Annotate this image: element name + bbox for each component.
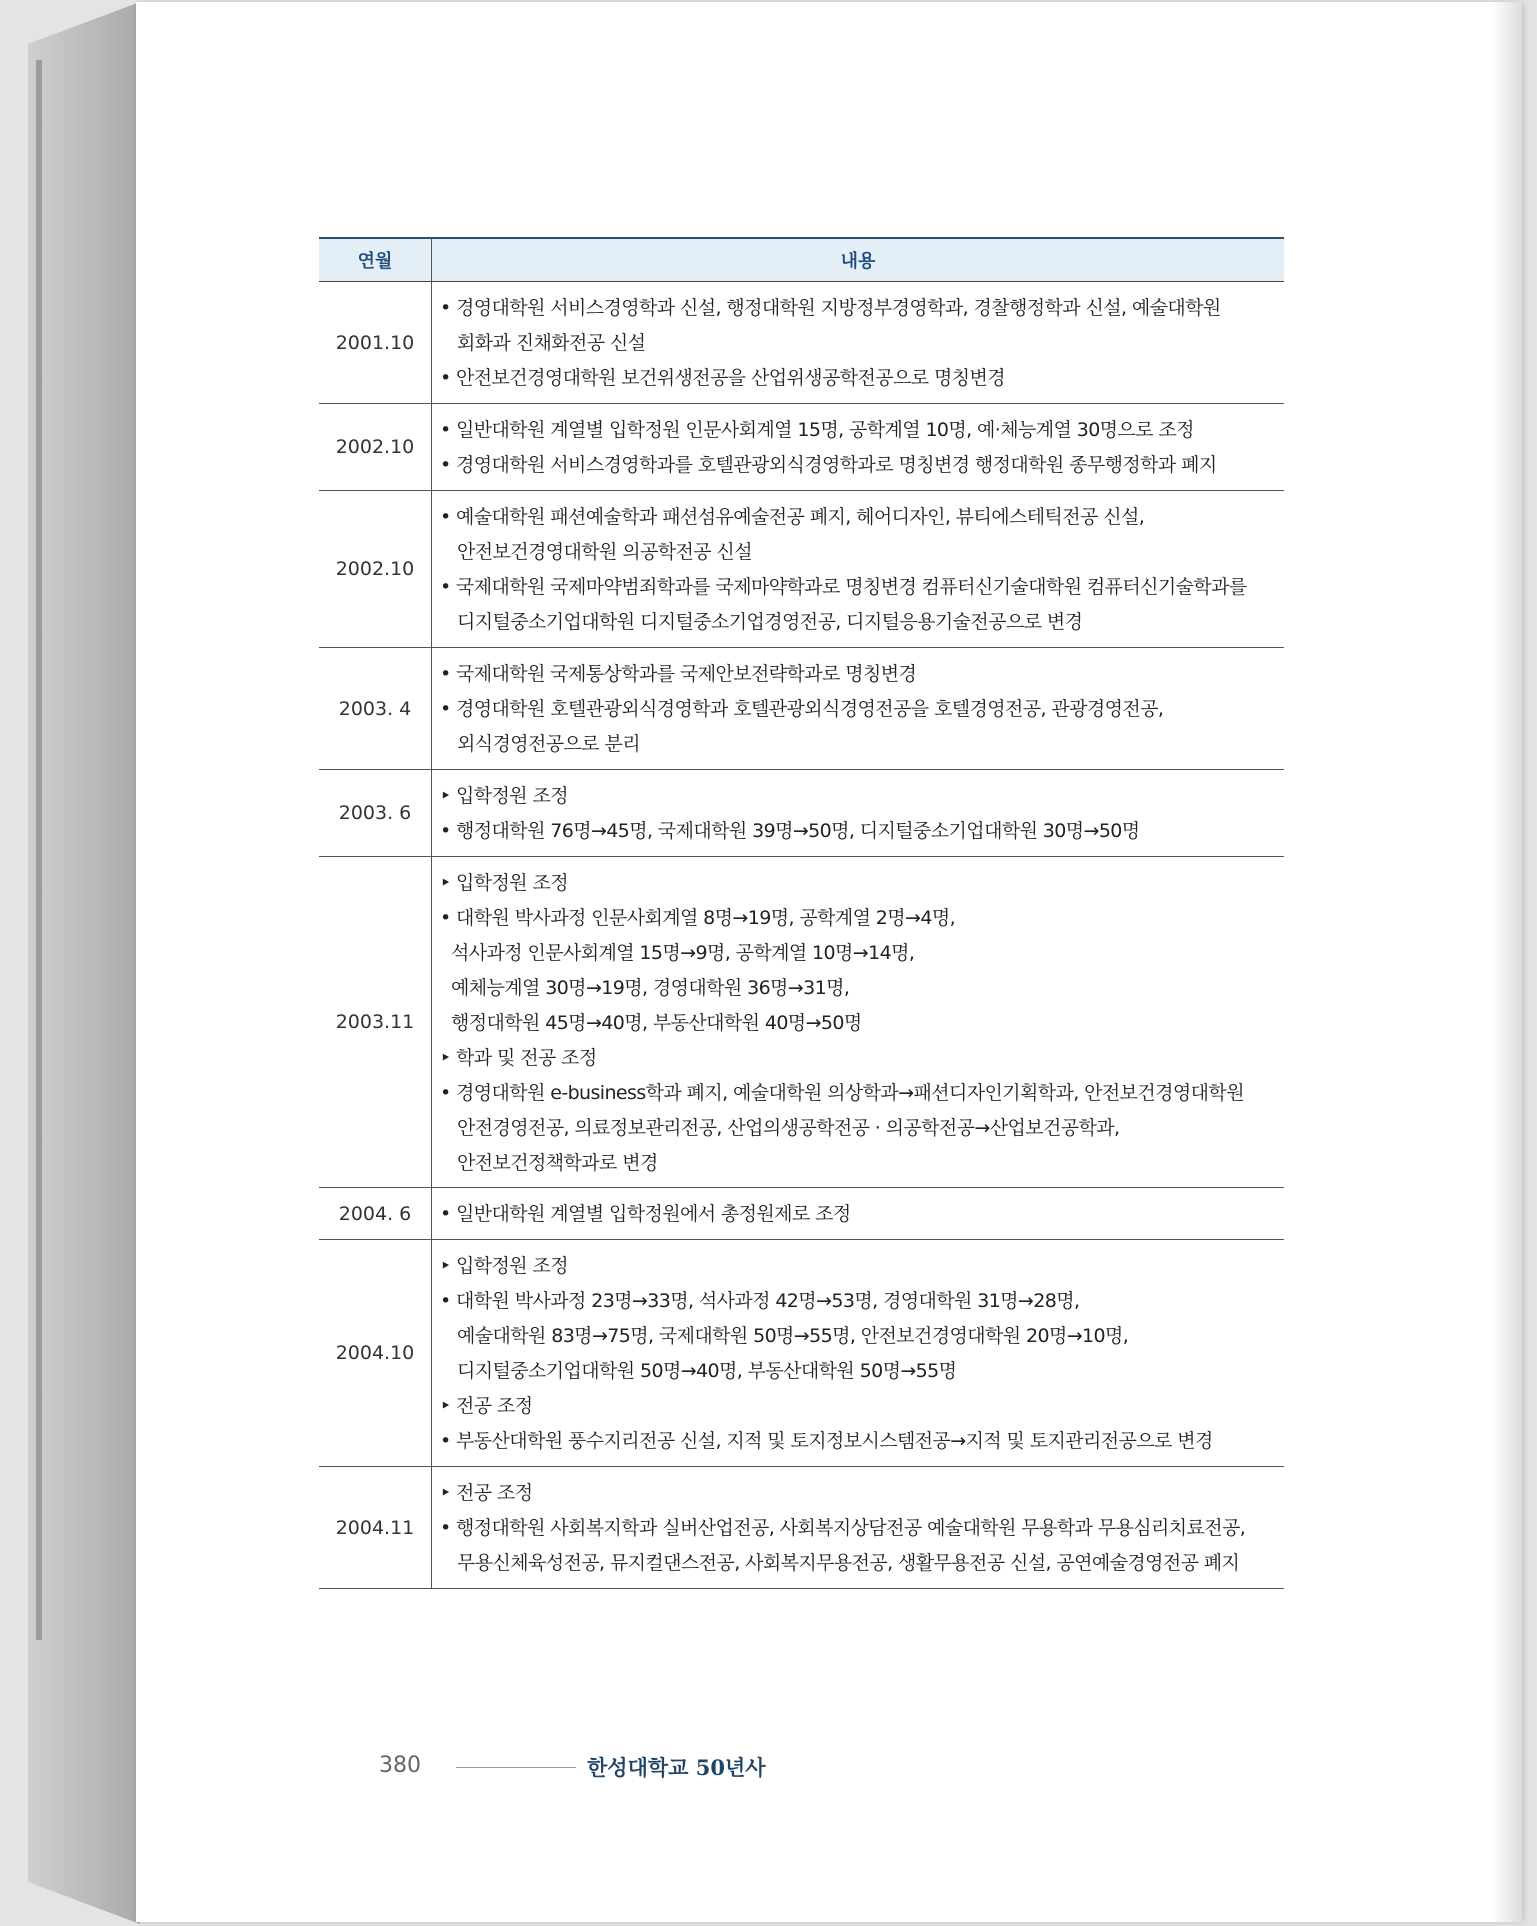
content-line: • 부동산대학원 풍수지리전공 신설, 지적 및 토지정보시스템전공→지적 및 토지관리전공으로 변경: [440, 1430, 1213, 1452]
table-row: [319, 404, 1284, 491]
row-content: [432, 1188, 1284, 1239]
row-date: 2004.10: [319, 1240, 432, 1466]
header-date: 연월: [319, 239, 432, 281]
footer-rule: [456, 1767, 576, 1768]
content-line: ‣ 전공 조정: [440, 1395, 533, 1417]
table-body: [319, 282, 1284, 1589]
content-line: • 대학원 박사과정 인문사회계열 8명→19명, 공학계열 2명→4명,: [440, 907, 956, 929]
row-content: [432, 1240, 1284, 1466]
table-row: [319, 1467, 1284, 1589]
row-date: 2001.10: [319, 282, 432, 403]
table-row: [319, 282, 1284, 404]
content-line: 외식경영전공으로 분리: [457, 733, 640, 755]
content-line: 석사과정 인문사회계열 15명→9명, 공학계열 10명→14명,: [451, 942, 915, 964]
content-line: 무용신체육성전공, 뮤지컬댄스전공, 사회복지무용전공, 생활무용전공 신설, 공연예술경영전공 폐지: [457, 1552, 1240, 1574]
page-number: 380: [379, 1753, 421, 1778]
content-line: • 예술대학원 패션예술학과 패션섬유예술전공 폐지, 헤어디자인, 뷰티에스테틱전공 신설,: [440, 506, 1145, 528]
header-content: 내용: [840, 251, 876, 272]
content-line: ‣ 입학정원 조정: [440, 785, 569, 807]
book-spine-shadow: [36, 60, 42, 1640]
content-line: • 경영대학원 서비스경영학과 신설, 행정대학원 지방정부경영학과, 경찰행정학과 신설, 예술대학원: [440, 297, 1221, 319]
row-content: [432, 491, 1284, 647]
content-line: • 경영대학원 호텔관광외식경영학과 호텔관광외식경영전공을 호텔경영전공, 관광경영전공,: [440, 698, 1164, 720]
row-date: 2003. 6: [319, 770, 432, 856]
content-line: • 경영대학원 서비스경영학과를 호텔관광외식경영학과로 명칭변경 행정대학원 종무행정학과 폐지: [440, 454, 1217, 476]
content-line: • 일반대학원 계열별 입학정원에서 총정원제로 조정: [440, 1203, 851, 1225]
history-table: [319, 237, 1284, 1589]
row-date: 2004. 6: [319, 1188, 432, 1239]
table-row: [319, 648, 1284, 770]
content-line: • 일반대학원 계열별 입학정원 인문사회계열 15명, 공학계열 10명, 예·체능계열 30명으로 조정: [440, 419, 1194, 441]
content-line: ‣ 입학정원 조정: [440, 1255, 569, 1277]
table-row: [319, 491, 1284, 648]
table-row: [319, 770, 1284, 857]
content-line: 행정대학원 45명→40명, 부동산대학원 40명→50명: [451, 1012, 862, 1034]
content-line: ‣ 학과 및 전공 조정: [440, 1047, 597, 1069]
content-line: ‣ 입학정원 조정: [440, 872, 569, 894]
row-content: [432, 857, 1284, 1187]
content-line: • 국제대학원 국제통상학과를 국제안보전략학과로 명칭변경: [440, 663, 917, 685]
book-spine-side: [28, 2, 140, 1924]
content-line: 예체능계열 30명→19명, 경영대학원 36명→31명,: [451, 977, 850, 999]
content-line: 안전보건경영대학원 의공학전공 신설: [457, 541, 752, 563]
row-date: 2002.10: [319, 404, 432, 490]
table-row: [319, 857, 1284, 1188]
book-title: 한성대학교 50년사: [587, 1755, 766, 1780]
content-line: 회화과 진채화전공 신설: [457, 332, 646, 354]
content-line: 디지털중소기업대학원 50명→40명, 부동산대학원 50명→55명: [457, 1360, 957, 1382]
row-content: [432, 404, 1284, 490]
table-header: [319, 239, 1284, 282]
content-line: • 국제대학원 국제마약범죄학과를 국제마약학과로 명칭변경 컴퓨터신기술대학원 컴퓨터신기술학과를: [440, 576, 1247, 598]
content-line: • 행정대학원 사회복지학과 실버산업전공, 사회복지상담전공 예술대학원 무용학과 무용심리치료전공,: [440, 1517, 1246, 1539]
row-date: 2003. 4: [319, 648, 432, 769]
table-row: [319, 1240, 1284, 1467]
row-content: [432, 282, 1284, 403]
row-date: 2003.11: [319, 857, 432, 1187]
row-content: [432, 770, 1284, 856]
page-edge-shadow: [1492, 2, 1522, 1922]
row-date: 2004.11: [319, 1467, 432, 1588]
row-content: [432, 648, 1284, 769]
content-line: 안전경영전공, 의료정보관리전공, 산업의생공학전공 · 의공학전공→산업보건공학과,: [457, 1117, 1120, 1139]
content-line: 예술대학원 83명→75명, 국제대학원 50명→55명, 안전보건경영대학원 20명→10명,: [457, 1325, 1129, 1347]
row-date: 2002.10: [319, 491, 432, 647]
content-line: ‣ 전공 조정: [440, 1482, 533, 1504]
table-row: [319, 1188, 1284, 1240]
content-line: • 안전보건경영대학원 보건위생전공을 산업위생공학전공으로 명칭변경: [440, 367, 1005, 389]
content-line: • 행정대학원 76명→45명, 국제대학원 39명→50명, 디지털중소기업대학원 30명→50명: [440, 820, 1140, 842]
content-line: 안전보건정책학과로 변경: [457, 1152, 658, 1174]
book-page: [136, 2, 1522, 1922]
content-line: • 대학원 박사과정 23명→33명, 석사과정 42명→53명, 경영대학원 31명→28명,: [440, 1290, 1080, 1312]
content-line: 디지털중소기업대학원 디지털중소기업경영전공, 디지털응용기술전공으로 변경: [457, 611, 1083, 633]
row-content: [432, 1467, 1284, 1588]
content-line: • 경영대학원 e-business학과 폐지, 예술대학원 의상학과→패션디자인기획학과, 안전보건경영대학원: [440, 1082, 1244, 1104]
